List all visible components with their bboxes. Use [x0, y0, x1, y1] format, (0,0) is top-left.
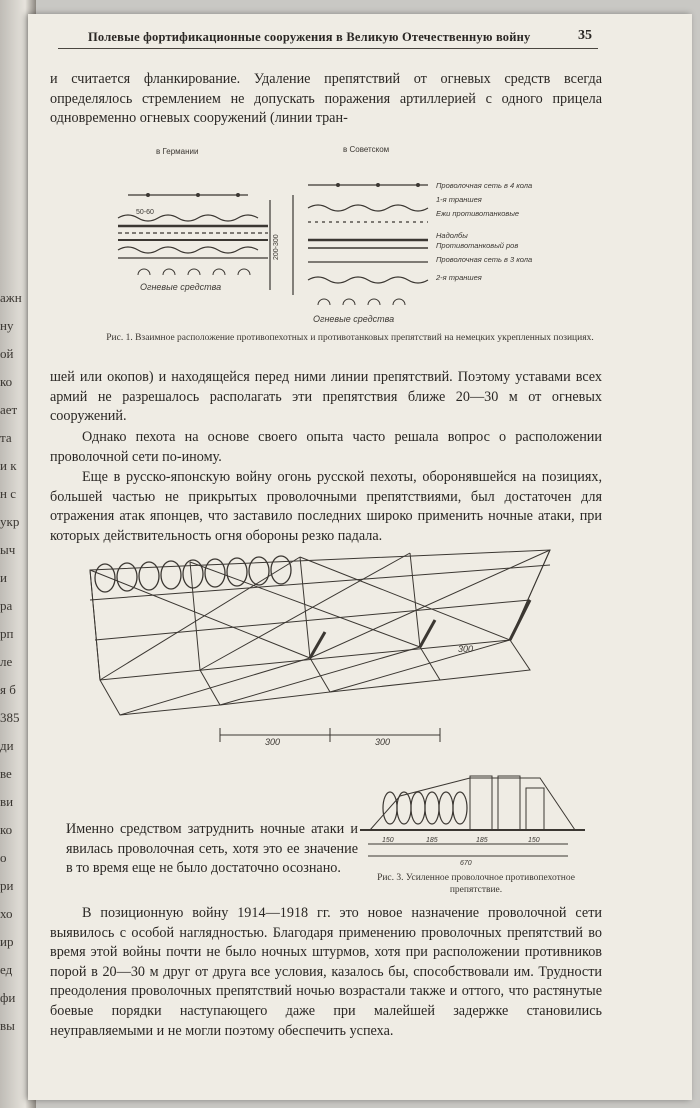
fig1-label-right-bottom: Огневые средства	[313, 314, 395, 324]
wire-coil	[95, 564, 115, 592]
fig1-legend-item: 2-я траншея	[436, 273, 482, 282]
adjacent-page-fragment: ко	[0, 374, 13, 389]
fig1-legend-item: Противотанковый ров	[436, 241, 519, 250]
adjacent-page-fragment: ой	[0, 346, 14, 361]
adjacent-page-fragment: рп	[0, 626, 14, 641]
fig1-label-right-top: в Советском	[343, 145, 390, 154]
fig1-dim-2: 200-300	[273, 234, 280, 260]
adjacent-page-fragment: о	[0, 850, 7, 865]
running-header	[58, 26, 598, 49]
fig3-dim-3: 185	[476, 837, 488, 844]
paragraph-continued: шей или окопов) и находящейся перед ними линии препятствий. Поэтому уставами всех армий не разрешалось располагать эти препятствия ближе 20—30 м от огневых сооружений.	[50, 369, 602, 425]
fig1-legend-item: 1-я траншея	[436, 195, 482, 204]
wire-coil	[249, 557, 269, 585]
wire-coil	[117, 563, 137, 591]
wire-coil	[271, 556, 291, 584]
fig1-label-left-top: в Германии	[156, 147, 199, 156]
wire-coil	[425, 792, 439, 824]
wire-coil	[397, 792, 411, 824]
paragraph-top: и считается фланкирование. Удаление препятствий от огневых средств всегда определялось стремлением не допускать поражения артиллерией с одного прицела одновременно огневых сооружений (линии тран-	[50, 71, 602, 127]
fig1-label-left-bottom: Огневые средства	[140, 282, 222, 292]
fig1-legend-item: Проволочная сеть в 4 кола	[436, 181, 533, 190]
fig2-dim-1: 300	[265, 737, 281, 747]
adjacent-page-fragment: ди	[0, 738, 14, 753]
wire-coil	[139, 562, 159, 590]
adjacent-page-fragment: ви	[0, 794, 14, 809]
running-title: Полевые фортификационные сооружения в Великую Отечественную войну	[88, 30, 531, 44]
figure-3-caption: Рис. 3. Усиленное проволочное противопехотное препятствие.	[377, 873, 575, 895]
wire-coil	[411, 792, 425, 824]
adjacent-page-fragment: я б	[0, 682, 16, 697]
paragraph-russo-japanese: Еще в русско-японскую войну огонь русской пехоты, оборонявшейся на позициях, большей частью не прикрытых проволочными препятствиями, был достаточен для отражения атак японцев, что заставило последних широко применить ночные атаки, при которых действительность огня обороны резко падала.	[50, 469, 602, 544]
adjacent-page-fragment: н с	[0, 486, 16, 501]
adjacent-page-fragment: 385	[0, 710, 20, 725]
fig2-dim-3: 300	[458, 644, 474, 654]
adjacent-page-fragment: ри	[0, 878, 14, 893]
paragraph-positional-war: В позиционную войну 1914—1918 гг. это новое назначение проволочной сети выявилось с особой наглядностью. Благодаря применению проволочных препятствий во время этой войны почти не было ночных штурмов, хотя при расположении противников порой в 20—30 м друг от друга все условия, казалось бы, способствовали им. Трудности преодоления проволочных препятствий ночью возрастали также и оттого, что растянутые боевые порядки наступающего даже при малейшей задержке становились неуправляемыми и не могли поэтому обеспечить успеха.	[50, 905, 602, 1039]
adjacent-page-fragment: ле	[0, 654, 13, 669]
fig3-dim-4: 150	[528, 837, 540, 844]
figure-1-caption: Рис. 1. Взаимное расположение противопехотных и противотанковых препятствий на немецких укрепленных позициях.	[106, 333, 594, 343]
figure-2-diagram	[80, 540, 560, 750]
page-number: 35	[578, 28, 592, 43]
adjacent-page-fragment: ве	[0, 766, 12, 781]
wire-coil	[439, 792, 453, 824]
adjacent-page-fragment: ает	[0, 402, 18, 417]
adjacent-page-fragment: ир	[0, 934, 14, 949]
paragraph-infantry: Однако пехота на основе своего опыта часто решала вопрос о расположении проволочной сети по-иному.	[50, 429, 602, 465]
adjacent-page-fragment: ажн	[0, 290, 22, 305]
fig2-dim-2: 300	[375, 737, 391, 747]
fig1-legend	[435, 181, 532, 282]
wire-coil	[227, 558, 247, 586]
adjacent-page-fragment: вы	[0, 1018, 15, 1033]
adjacent-page-fragment: фи	[0, 990, 16, 1005]
adjacent-page-fragment: ко	[0, 822, 13, 837]
figure-1-diagram	[98, 140, 598, 330]
adjacent-page-fragment: ну	[0, 318, 14, 333]
wire-coil	[205, 559, 225, 587]
adjacent-page-fragment: ед	[0, 962, 13, 977]
fig1-legend-item: Ежи противотанковые	[436, 209, 520, 218]
fig1-legend-item: Проволочная сеть в 3 кола	[436, 255, 533, 264]
paragraph-night-attacks: Именно средством затруднить ночные атаки и явилась проволочная сеть, хотя это ее значение в то время еще не было достаточно осознано.	[66, 821, 358, 877]
fig1-legend-item: Надолбы	[436, 231, 468, 240]
adjacent-page-fragment: ыч	[0, 542, 16, 557]
adjacent-page-fragment: и к	[0, 458, 17, 473]
wire-coil	[183, 560, 203, 588]
wire-coil	[453, 792, 467, 824]
figure-3-diagram	[360, 768, 590, 868]
fig3-dim-5: 670	[460, 860, 472, 867]
wire-coil	[161, 561, 181, 589]
adjacent-page-fragment: укр	[0, 514, 20, 529]
fig3-dim-2: 185	[426, 837, 438, 844]
adjacent-page-fragment: и	[0, 570, 7, 585]
adjacent-page-fragment: ра	[0, 598, 13, 613]
adjacent-page-fragment: хо	[0, 906, 13, 921]
fig3-dim-1: 150	[382, 837, 394, 844]
adjacent-page-fragment: та	[0, 430, 12, 445]
fig1-dim-1: 50-60	[136, 209, 154, 216]
